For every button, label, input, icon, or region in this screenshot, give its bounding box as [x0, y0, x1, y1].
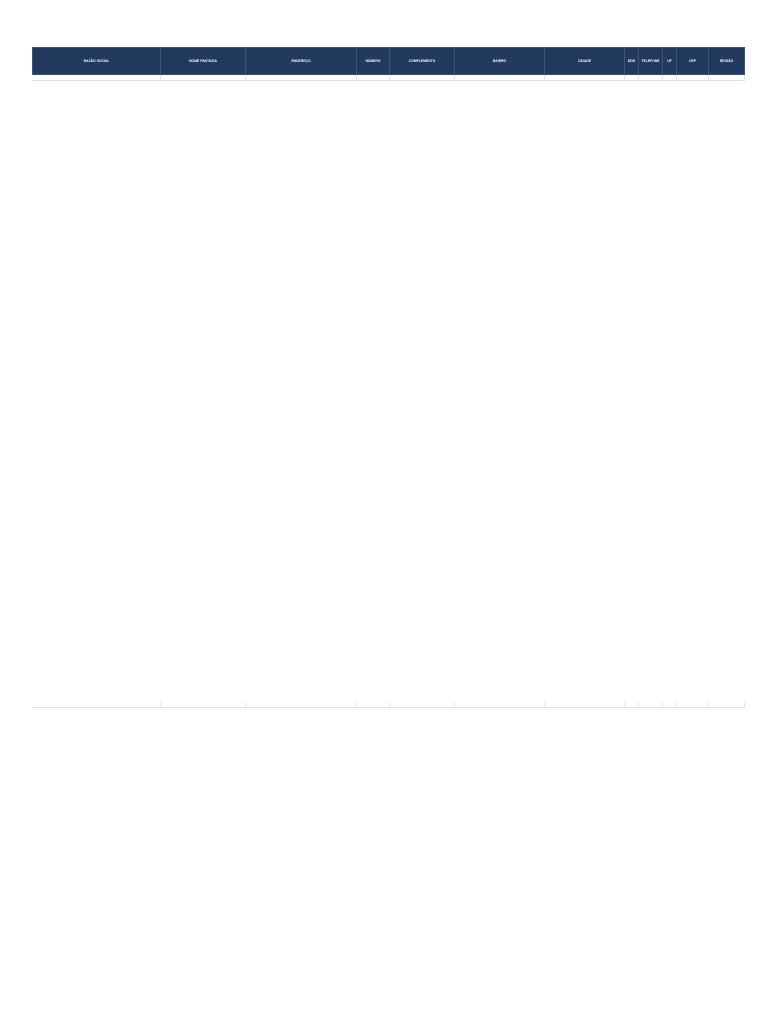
header-row [33, 48, 745, 75]
table-body-top [33, 75, 745, 81]
cell-cep [676, 702, 708, 708]
cell-bairro [455, 75, 545, 81]
sheet-top [32, 47, 744, 81]
header-numero: NÚMERO [357, 48, 390, 75]
cell-telefone [638, 702, 662, 708]
cell-uf [663, 75, 677, 81]
header-cep: CEP [677, 48, 709, 75]
cell-numero [356, 702, 389, 708]
cell-complemento [389, 702, 454, 708]
header-uf: UF [663, 48, 677, 75]
cell-numero [357, 75, 390, 81]
cell-ddd [624, 702, 638, 708]
cell-ddd [625, 75, 639, 81]
cell-nome-fantasia [160, 702, 245, 708]
cell-cidade [544, 702, 624, 708]
cell-cep [677, 75, 709, 81]
table-row [32, 702, 744, 708]
cell-regiao [709, 75, 745, 81]
cell-cidade [545, 75, 625, 81]
table-row [33, 75, 745, 81]
cell-telefone [639, 75, 663, 81]
header-nome-fantasia: NOME FANTASIA [161, 48, 246, 75]
data-table-top [32, 47, 745, 81]
table-body-bottom [32, 702, 744, 708]
header-regiao: REGIÃO [709, 48, 745, 75]
header-cidade: CIDADE [545, 48, 625, 75]
cell-nome-fantasia [161, 75, 246, 81]
header-bairro: BAIRRO [455, 48, 545, 75]
header-telefone: TELEFONE [639, 48, 663, 75]
cell-razao-social [33, 75, 161, 81]
data-table-bottom [32, 702, 745, 708]
header-ddd: DDD [625, 48, 639, 75]
cell-endereco [245, 702, 356, 708]
cell-complemento [390, 75, 455, 81]
cell-uf [662, 702, 676, 708]
header-razao-social: RAZÃO SOCIAL [33, 48, 161, 75]
cell-bairro [454, 702, 544, 708]
sheet-bottom [32, 702, 744, 708]
cell-regiao [708, 702, 744, 708]
header-complemento: COMPLEMENTO [390, 48, 455, 75]
cell-endereco [246, 75, 357, 81]
header-endereco: ENDEREÇO [246, 48, 357, 75]
cell-razao-social [32, 702, 160, 708]
